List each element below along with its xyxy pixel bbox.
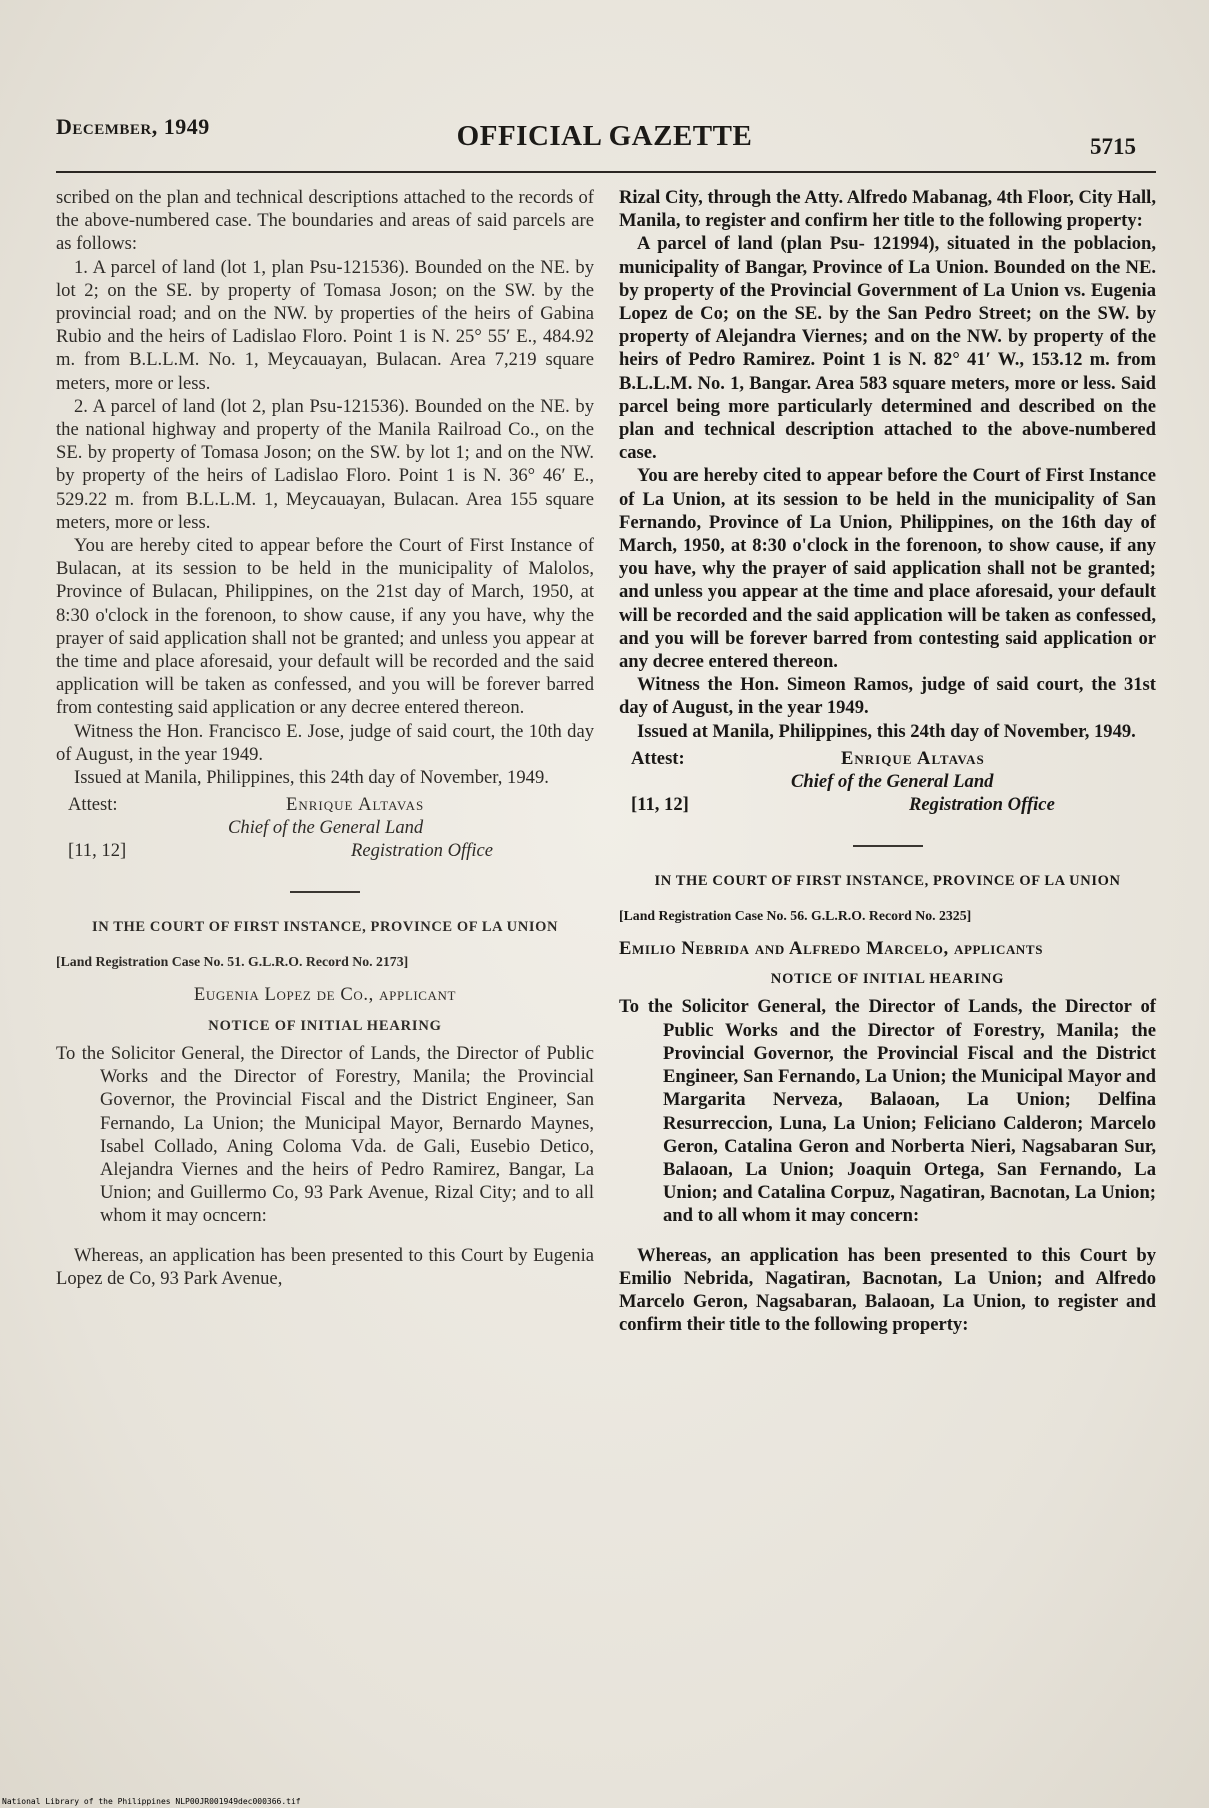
right-column: [619, 186, 1156, 1336]
attest-title: Chief of the General Land: [228, 817, 424, 839]
attest-label: Attest:: [631, 747, 685, 769]
addressees: To the Solicitor General, the Director of Lands, the Director of Public Works and the Director of Forestry, Manila; the Provincial Governor, the Provincial Fiscal and the District Engineer, San Fernando, La Union; the Municipal Mayor and Margarita Nerveza, Balaoan, La Union; Delfina Resurreccion, Luna, La Union; Feliciano Calderon; Marcelo Geron, Catalina Geron and Norberta Nieri, Nagsabaran Sur, Balaoan, La Union; Joaquin Ortega, San Fernando, La Union; and Catalina Corpuz, Nagatiran, Bacnotan, La Union; and to all whom it may concern:: [619, 996, 1156, 1227]
attest-title-cont: Registration Office: [351, 840, 494, 862]
attestation-block: [56, 793, 594, 865]
attest-label: Attest:: [68, 794, 118, 816]
scan-footer: National Library of the Philippines NLP00JR001949dec000366.tif: [2, 1797, 301, 1806]
case-reference: [Land Registration Case No. 56. G.L.R.O. Record No. 2325]: [619, 907, 972, 923]
paragraph: Witness the Hon. Simeon Ramos, judge of said court, the 31st day of August, in the year 1949.: [619, 674, 1156, 719]
paragraph: Witness the Hon. Francisco E. Jose, judge of said court, the 10th day of August, in the year 1949.: [56, 720, 594, 765]
attestation-block: [619, 747, 1156, 819]
attest-name: Enrique Altavas: [286, 794, 425, 816]
paragraph: You are hereby cited to appear before the Court of First Instance of La Union, at its session to be held in the municipality of San Fernando, Province of La Union, Philippines, on the 16th day of March, 1950, at 8:30 o'clock in the forenoon, to show cause, if any you have, why the prayer of said application shall not be granted; and unless you appear at the time and place aforesaid, your default will be recorded and the said application will be taken as confessed, and you will be forever barred from contesting said application or any decree entered thereon.: [619, 465, 1156, 673]
paragraph: Issued at Manila, Philippines, this 24th day of November, 1949.: [74, 767, 549, 789]
addressees: To the Solicitor General, the Director of Lands, the Director of Public Works and the Director of Forestry, Manila; the Provincial Governor, the Provincial Fiscal and the District Engineer, San Fernando, La Union; the Municipal Mayor, Bernardo Maynes, Isabel Collado, Aning Coloma Vda. de Gali, Eusebio Detico, Alejandra Viernes and the heirs of Pedro Ramirez, Bangar, La Union; and Guillermo Co, 93 Park Avenue, Rizal City; and to all whom it may ocncern:: [56, 1042, 594, 1227]
applicant-line: Emilio Nebrida and Alfredo Marcelo, applicants: [619, 938, 1044, 960]
header-rule: [56, 171, 1156, 173]
attest-ref: [11, 12]: [631, 793, 689, 815]
paragraph: You are hereby cited to appear before the Court of First Instance of Bulacan, at its session to be held in the municipality of Malolos, Province of Bulacan, Philippines, on the 21st day of March, 1950, at 8:30 o'clock in the forenoon, to show cause, if any you have, why the prayer of said application shall not be granted; and unless you appear at the time and place aforesaid, your default will be recorded and the said application will be taken as confessed, and you will be forever barred from contesting said application or any decree entered thereon.: [56, 535, 594, 719]
attest-title: Chief of the General Land: [791, 770, 994, 792]
page-number: 5715: [1090, 134, 1136, 159]
paragraph: scribed on the plan and technical descriptions attached to the records of the above-numbered case. The boundaries and areas of said parcels are as follows:: [56, 187, 594, 255]
applicant-line: Eugenia Lopez de Co., applicant: [193, 984, 457, 1006]
paragraph: Rizal City, through the Atty. Alfredo Mabanag, 4th Floor, City Hall, Manila, to register and confirm her title to the following property:: [619, 187, 1156, 232]
section-separator: [290, 891, 360, 893]
notice-heading: NOTICE OF INITIAL HEARING: [770, 971, 1005, 988]
left-column: [56, 186, 594, 1290]
paragraph: 1. A parcel of land (lot 1, plan Psu-121536). Bounded on the NE. by lot 2; on the SE. by property of Tomasa Joson; on the SW. by the provincial road; and on the NW. by properties of the heirs of Gabina Rubio and the heirs of Ladislao Floro. Point 1 is N. 25° 55′ E., 484.92 m. from B.L.L.M. No. 1, Meycauayan, Bulacan. Area 7,219 square meters, more or less.: [56, 256, 594, 394]
notice-heading: NOTICE OF INITIAL HEARING: [208, 1017, 442, 1034]
case-reference: [Land Registration Case No. 51. G.L.R.O. Record No. 2173]: [56, 954, 409, 970]
attest-ref: [11, 12]: [68, 840, 127, 862]
paragraph: A parcel of land (plan Psu- 121994), situated in the poblacion, municipality of Bangar, Province of La Union. Bounded on the NE. by property of the Provincial Government of La Union vs. Eugenia Lopez de Co; on the SE. by the San Pedro Street; on the SW. by property of Alejandra Viernes; and on the NW. by property of the heirs of Pedro Ramirez. Point 1 is N. 82° 41′ W., 153.12 m. from B.L.L.M. No. 1, Bangar. Area 583 square meters, more or less. Said parcel being more particularly determined and described on the plan and technical description attached to the above-numbered case.: [619, 233, 1156, 464]
attest-name: Enrique Altavas: [841, 747, 985, 769]
court-heading: IN THE COURT OF FIRST INSTANCE, PROVINCE OF LA UNION: [654, 872, 1121, 889]
issue-date: December, 1949: [56, 114, 210, 139]
publication-title: OFFICIAL GAZETTE: [456, 120, 753, 152]
court-heading: IN THE COURT OF FIRST INSTANCE, PROVINCE OF LA UNION: [91, 919, 559, 936]
paragraph: Issued at Manila, Philippines, this 24th day of November, 1949.: [637, 720, 1136, 742]
paragraph: Whereas, an application has been presented to this Court by Emilio Nebrida, Nagatiran, Bacnotan, La Union; and Alfredo Marcelo Geron, Nagsabaran, Balaoan, La Union, to register and confirm their title to the following property:: [619, 1244, 1156, 1336]
paragraph: Whereas, an application has been presented to this Court by Eugenia Lopez de Co, 93 Park Avenue,: [56, 1244, 594, 1289]
section-separator: [853, 845, 923, 847]
paragraph: 2. A parcel of land (lot 2, plan Psu-121536). Bounded on the NE. by the national highway and property of the Manila Railroad Co., on the SE. by property of Tomasa Joson; on the SW. by lot 1; and on the NW. by property of the heirs of Ladislao Floro. Point 1 is N. 36° 46′ E., 529.22 m. from B.L.L.M. 1, Meycauayan, Bulacan. Area 155 square meters, more or less.: [56, 395, 594, 533]
attest-title-cont: Registration Office: [909, 793, 1055, 815]
